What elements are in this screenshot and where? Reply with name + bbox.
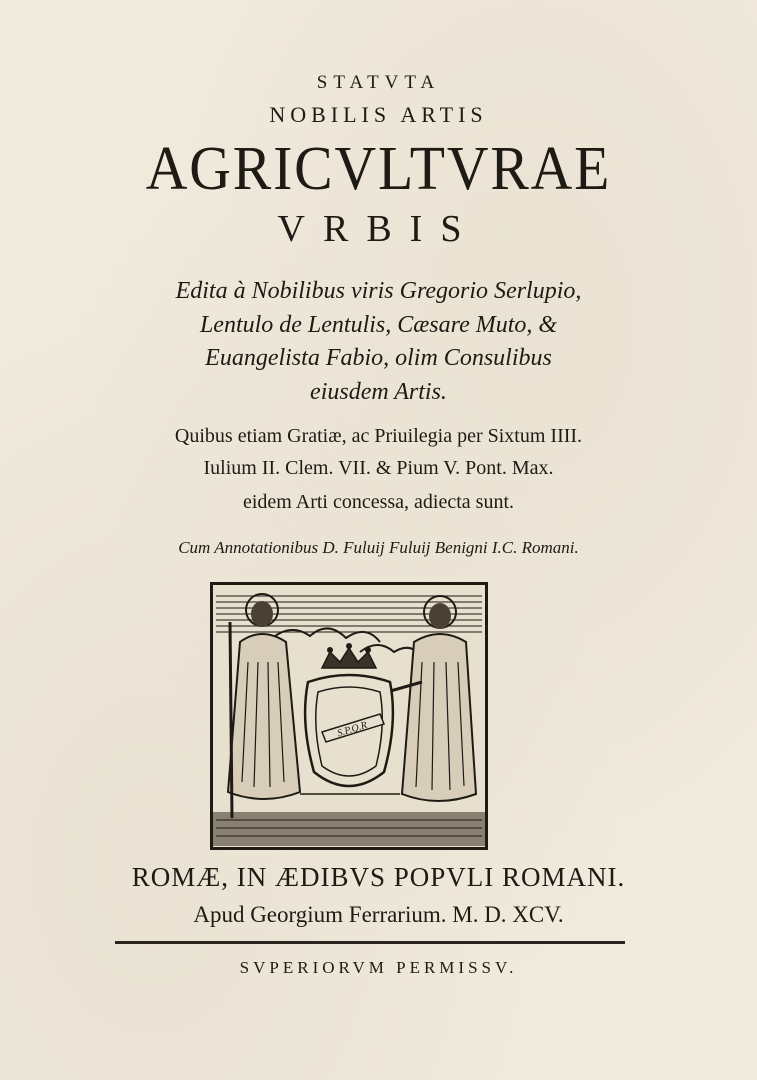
annotations-line: Cum Annotationibus D. Fuluij Fuluij Benigni I.C. Romani. <box>178 538 579 557</box>
woodcut-illustration <box>210 582 488 850</box>
privileges-line-3: eidem Arti concessa, adiecta sunt. <box>242 491 514 513</box>
editors-line-2: Lentulo de Lentulis, Cæsare Muto, & <box>199 312 558 338</box>
title-line-nobilis-artis: NOBILIS ARTIS <box>269 102 488 127</box>
imprint-printer: Apud Georgium Ferrarium. M. D. XCV. <box>193 902 564 927</box>
privileges-line-2: Iulium II. Clem. VII. & Pium V. Pont. Max. <box>203 457 554 479</box>
editors-line-3: Euangelista Fabio, olim Consulibus <box>205 345 552 371</box>
shield-spqr-text: S.P.Q.R <box>336 719 369 740</box>
editors-line-4: eiusdem Artis. <box>310 379 447 405</box>
title-line-statuta: STATVTA <box>316 72 441 93</box>
editors-line-1: Edita à Nobilibus viris Gregorio Serlupio, <box>175 278 582 304</box>
title-line-agriculturae: AGRICVLTVRAE <box>145 135 612 203</box>
permission-line: SVPERIORVM PERMISSV. <box>239 958 518 977</box>
privileges-line-1: Quibus etiam Gratiæ, ac Priuilegia per Sixtum IIII. <box>174 425 583 447</box>
imprint-place: ROMÆ, IN ÆDIBVS POPVLI ROMANI. <box>131 862 626 892</box>
divider-rule <box>115 941 625 944</box>
title-line-urbis: VRBIS <box>277 208 480 250</box>
